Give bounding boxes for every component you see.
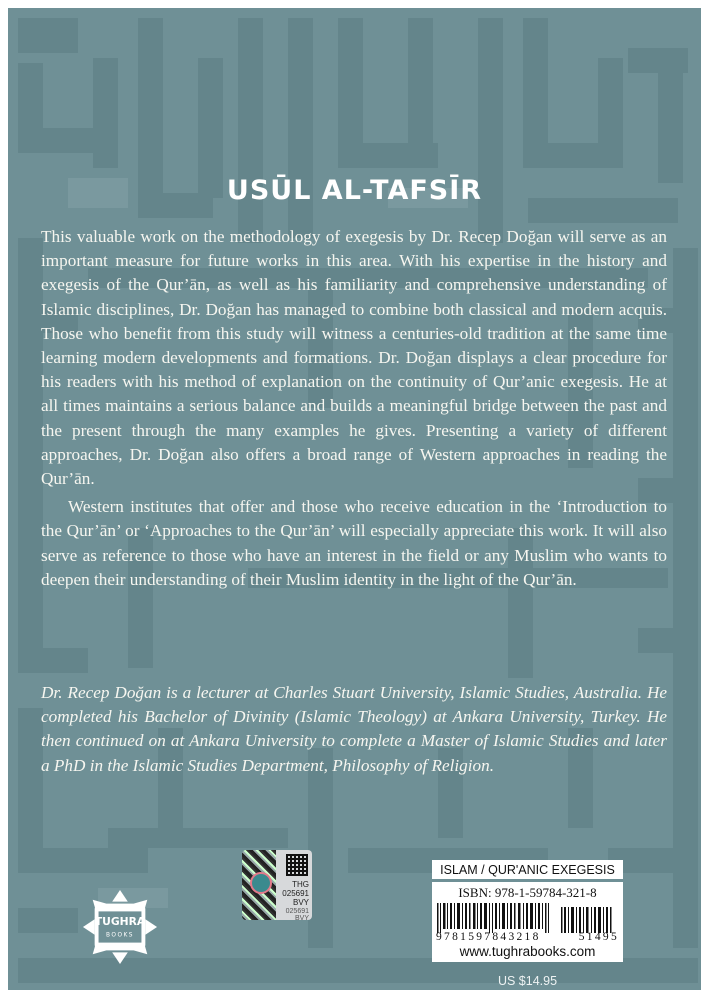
book-price: US $14.95: [497, 974, 558, 988]
sticker-code-line: 025691 BVY: [285, 908, 309, 920]
description-paragraph: This valuable work on the methodology of exegesis by Dr. Recep Doğan will serve as an important measure for future works in this area. With his expertise in the history and exegesis of the Qur’ān, as well as his familiarity and comprehensive understanding of Islamic disciplines, Dr. Doğan has managed to combine both classical and modern acquis. Those who benefit from this study will witness a centuries-old tradition at the same time learning modern developments and formations. Dr. Doğan displays a clear procedure for his readers with his method of explanation on the continuity of Qur’anic exegesis. He at all times maintains a serious balance and builds a meaningful bridge between the past and the present through the many examples he gives. Presenting a variety of different approaches, Dr. Doğan also offers a broad range of Western approaches in reading the Qur’ān.: [41, 227, 667, 489]
addon-digits: 51495: [578, 931, 619, 943]
sticker-code-line: 025691: [282, 889, 309, 898]
isbn-number: ISBN: 978-1-59784-321-8: [458, 885, 597, 900]
price-addon-barcode: [561, 907, 613, 933]
logo-wordmark: TUGHRA: [94, 915, 146, 929]
hologram-security-sticker: [242, 850, 312, 920]
book-description: [41, 225, 667, 592]
description-paragraph: Western institutes that offer and those who receive education in the ‘Introduction to the Qur’ān’ or ‘Approaches to the Qur’ān’ will especially appreciate this work. It will also serve as reference to those who have an interest in the field or any Muslim who wants to deepen their understanding of their Muslim identity in the light of the Qur’ān.: [41, 497, 667, 589]
barcode-digits: 9781597843218: [436, 931, 541, 943]
book-title: USŪL AL-TAFSĪR: [226, 175, 483, 206]
ean-barcode: [437, 903, 550, 933]
subject-category: ISLAM / QUR'ANIC EXEGESIS: [431, 860, 624, 882]
logo-subtext: BOOKS: [106, 932, 134, 939]
publisher-website: www.tughrabooks.com: [459, 944, 596, 959]
sticker-code-line: BVY: [292, 898, 309, 907]
author-bio: Dr. Recep Doğan is a lecturer at Charles Stuart University, Islamic Studies, Australia. He completed his Bachelor of Divinity (Islamic Theology) at Ankara University, Turkey. He then continued on at Ankara University to complete a Master of Islamic Studies and later a PhD in the Islamic Studies Department, Philosophy of Religion.: [41, 683, 667, 775]
book-back-cover: [8, 8, 701, 990]
sticker-code-line: THG: [292, 880, 309, 889]
tughra-books-logo: [81, 888, 159, 966]
hologram-icon: [242, 850, 276, 920]
datamatrix-code-icon: [286, 854, 308, 876]
isbn-barcode-label: [432, 860, 623, 962]
